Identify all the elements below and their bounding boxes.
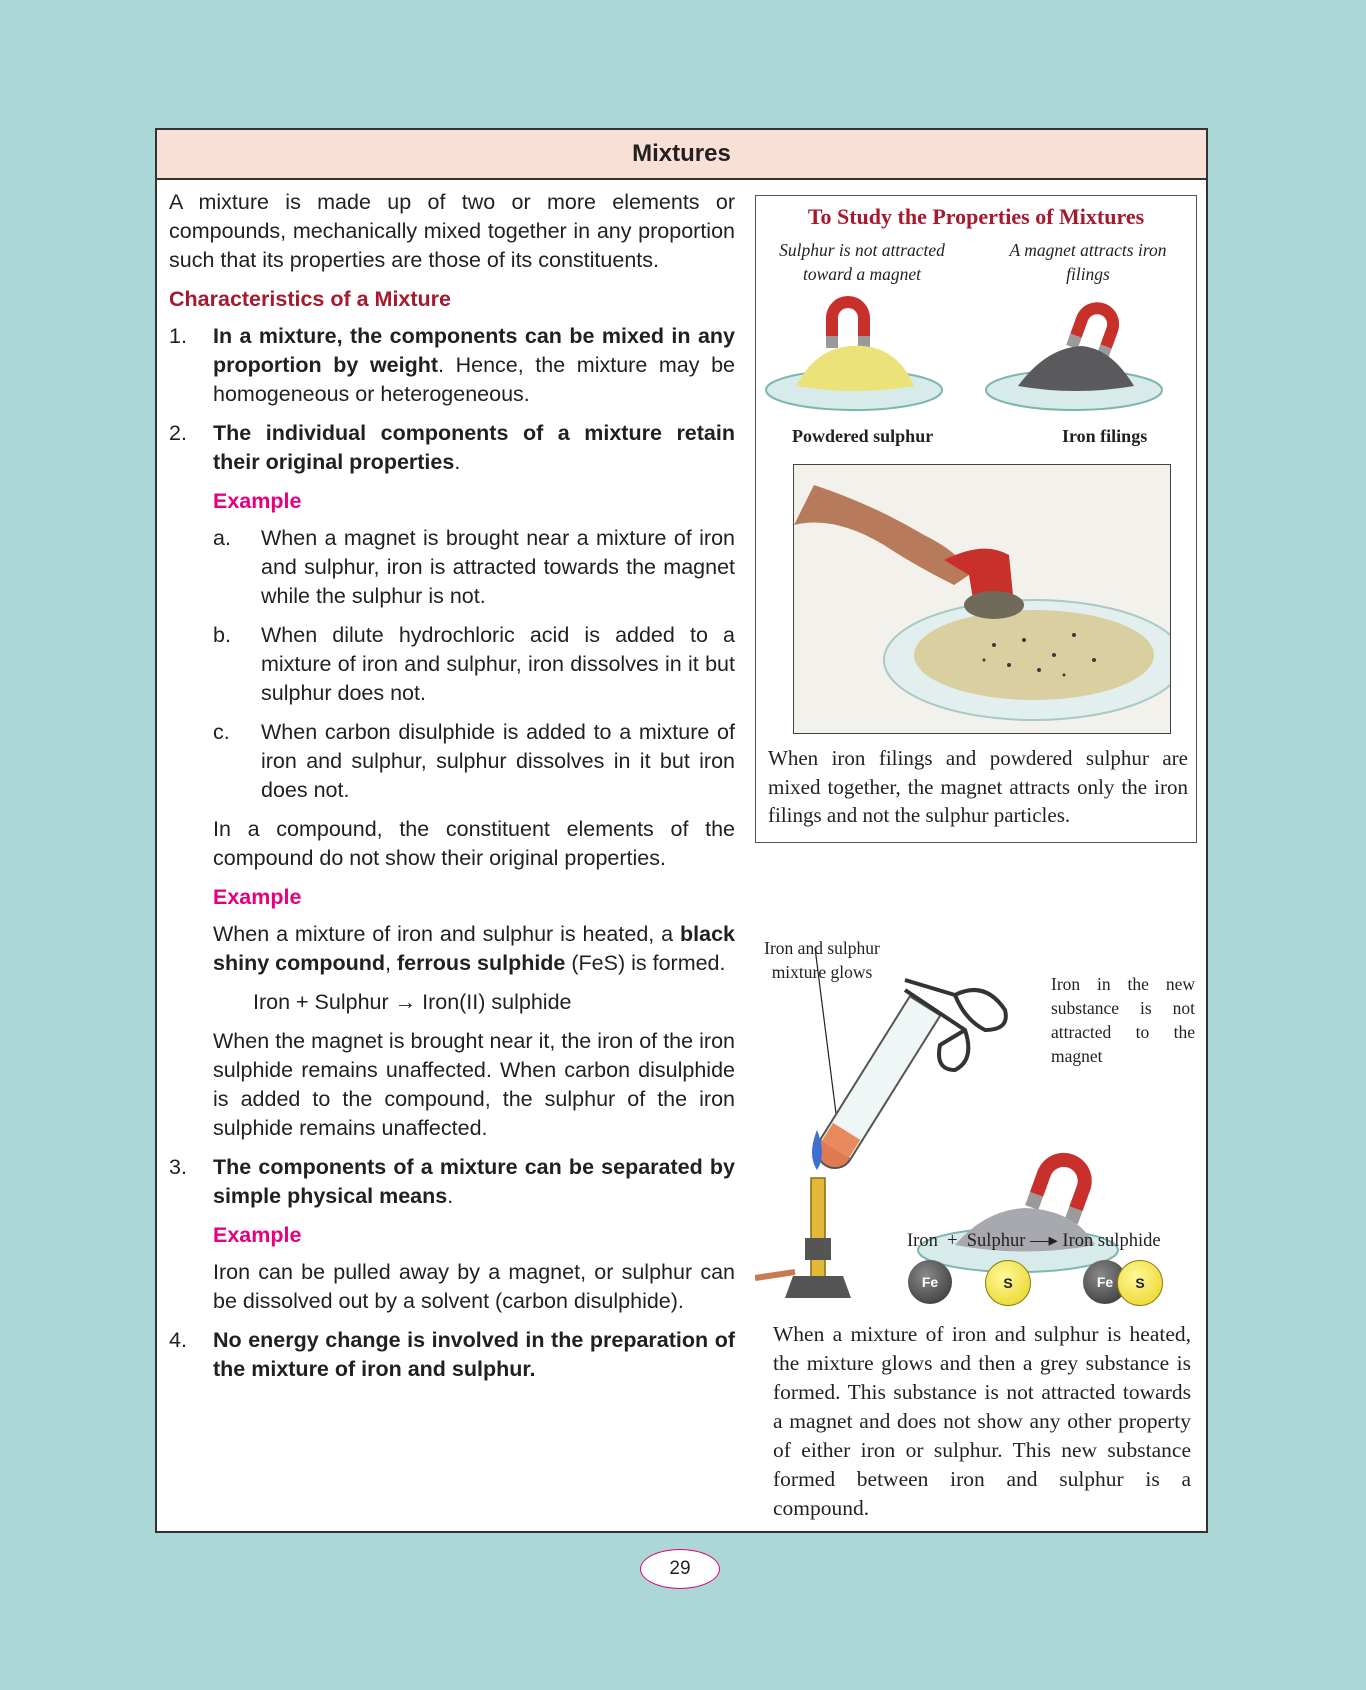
sulphur-caption: Sulphur is not attracted toward a magnet [779, 240, 945, 284]
compound-note: In a compound, the constituent elements of the compound do not show their original properties. [213, 817, 735, 870]
hand-magnet-illustration [794, 465, 1171, 734]
iron-filings-pile [1018, 346, 1134, 391]
iron-filings-label: Iron filings [1062, 426, 1148, 446]
sub-item-a: a. When a magnet is brought near a mixture of iron and sulphur, iron is attracted towards the magnet while the sulphur is not. [213, 526, 735, 608]
iron-atom: Fe [908, 1260, 952, 1304]
page [155, 128, 1208, 1533]
example-label: Example [213, 489, 302, 513]
separation-example: Iron can be pulled away by a magnet, or sulphur can be dissolved out by a solvent (carbon disulphide). [213, 1260, 735, 1313]
heating-caption: When a mixture of iron and sulphur is heated, the mixture glows and then a grey substance is formed. This substance is not attracted towards a magnet and does not show any other property of either iron or sulphur. This new substance formed between iron and sulphur is a compound. [773, 1322, 1191, 1520]
page-number: 29 [640, 1549, 720, 1589]
example-label: Example [213, 885, 302, 909]
sulphur-powder [796, 346, 914, 391]
list-item-4: 4. No energy change is involved in the preparation of the mixture of iron and sulphur. [169, 1328, 735, 1381]
word-equation: Iron + Sulphur → Iron(II) sulphide [253, 990, 572, 1014]
sub-item-b: b. When dilute hydrochloric acid is added to a mixture of iron and sulphur, iron dissolves in it but sulphur does not. [213, 623, 735, 705]
characteristics-heading: Characteristics of a Mixture [169, 287, 451, 311]
test-tube [810, 996, 940, 1175]
list-item-3: 3. The components of a mixture can be separated by simple physical means. [169, 1155, 735, 1208]
list-item-2: 2. The individual components of a mixture retain their original properties. [169, 421, 735, 474]
list-item-1: 1. In a mixture, the components can be mixed in any proportion by weight. Hence, the mixture may be homogeneous or heterogeneous. [169, 324, 735, 406]
page-title: Mixtures [157, 130, 1206, 180]
dishes-illustration [756, 288, 1196, 448]
sulphur-atom: S [1117, 1260, 1163, 1306]
main-text-column [169, 188, 735, 1394]
heated-paragraph: When a mixture of iron and sulphur is heated, a black shiny compound, ferrous sulphide (FeS) is formed. [213, 922, 735, 975]
arrow-icon: —▸ [1025, 1231, 1063, 1251]
iron-caption: A magnet attracts iron filings [1009, 240, 1167, 284]
flame [812, 1130, 822, 1170]
magnet-note: When the magnet is brought near it, the iron of the iron sulphide remains unaffected. When carbon disulphide is added to the compound, the sulphur of the iron sulphide remains unaffected. [213, 1029, 735, 1140]
intro-paragraph: A mixture is made up of two or more elements or compounds, mechanically mixed together in any proportion such that its properties are those of its constituents. [169, 190, 735, 272]
properties-figure-box [755, 195, 1197, 843]
iron-attraction-label: Iron in the new substance is not attracted to the magnet [1051, 974, 1195, 1066]
powdered-sulphur-label: Powdered sulphur [792, 426, 934, 446]
magnet-photo [793, 464, 1171, 734]
figure-caption: When iron filings and powdered sulphur are mixed together, the magnet attracts only the iron filings and not the sulphur particles. [768, 746, 1188, 827]
figure-title: To Study the Properties of Mixtures [807, 204, 1145, 229]
example-label: Example [213, 1223, 302, 1247]
glow-label: Iron and sulphur mixture glows [764, 938, 880, 982]
magnet-icon [826, 296, 870, 348]
sub-item-c: c. When carbon disulphide is added to a mixture of iron and sulphur, sulphur dissolves in it but iron does not. [213, 720, 735, 802]
symbol-equation: Iron + Sulphur —▸ Iron sulphide [907, 1231, 1161, 1251]
sulphur-atom: S [985, 1260, 1031, 1306]
iron-atom: Fe [1083, 1260, 1127, 1304]
